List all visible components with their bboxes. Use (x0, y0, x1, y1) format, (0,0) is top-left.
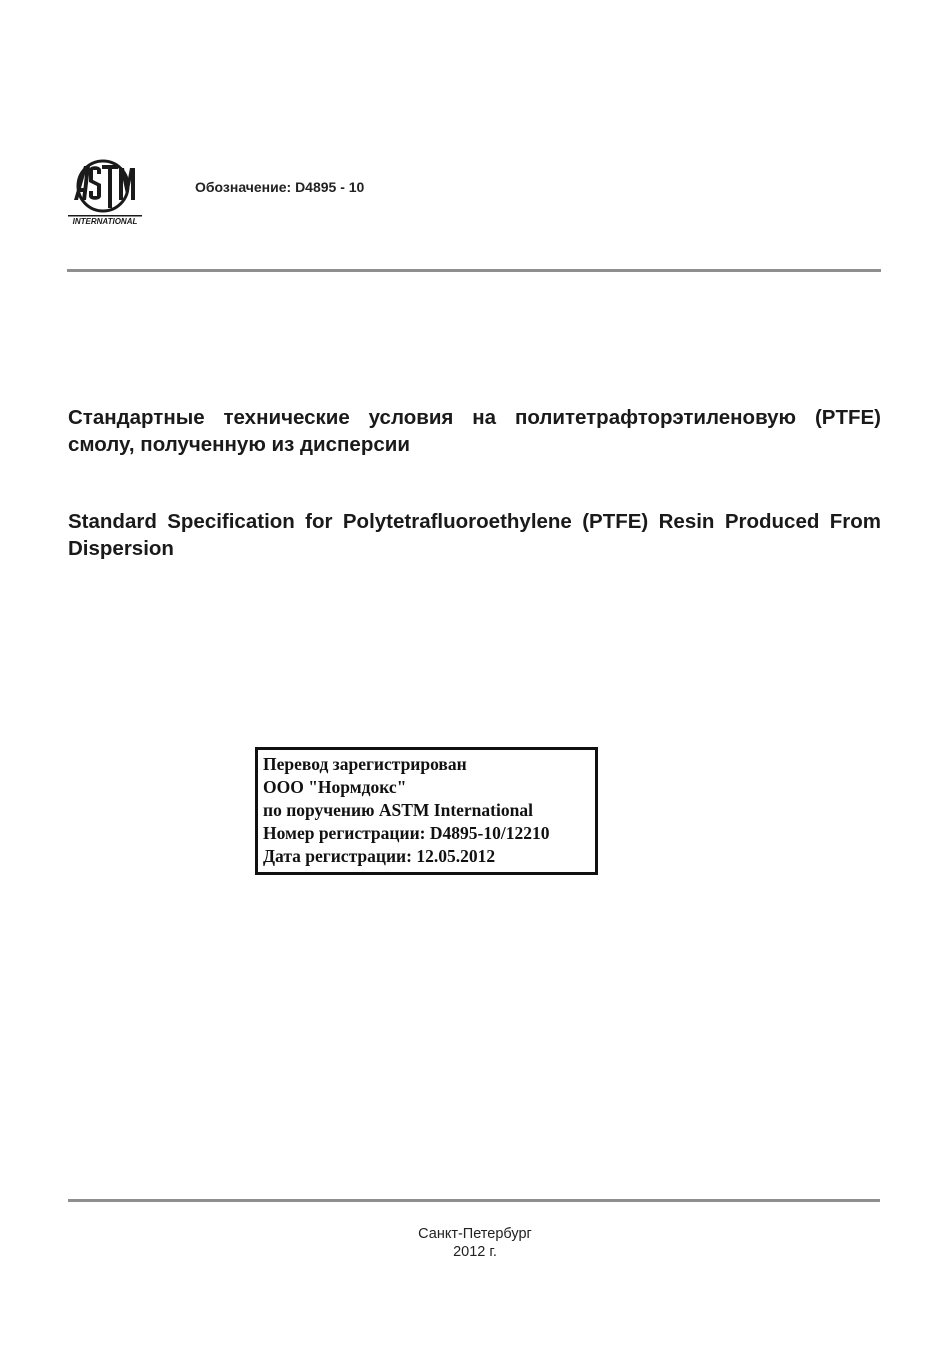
footer-divider (68, 1199, 880, 1202)
astm-international-logo-icon (66, 158, 144, 228)
registration-lines (258, 753, 549, 868)
registration-line-company: ООО "Нормдокс" (263, 777, 407, 797)
svg-text:INTERNATIONAL: INTERNATIONAL (72, 217, 138, 226)
title-english: Standard Specification for Polytetrafluoroethylene (PTFE) Resin Produced From Dispersion (68, 510, 881, 560)
footer-city: Санкт-Петербург (418, 1226, 532, 1242)
registration-line-translated: Перевод зарегистрирован (263, 754, 467, 774)
registration-line-date: Дата регистрации: 12.05.2012 (263, 846, 496, 866)
document-designation: Обозначение: D4895 - 10 (195, 179, 365, 195)
registration-line-on-behalf: по поручению ASTM International (263, 800, 533, 820)
footer-year: 2012 г. (453, 1244, 497, 1260)
title-russian: Стандартные технические условия на политетрафторэтиленовую (PTFE) смолу, полученную из дисперсии (68, 406, 881, 456)
registration-line-number: Номер регистрации: D4895-10/12210 (263, 823, 550, 843)
header-divider (67, 269, 881, 272)
registration-stamp-box (255, 747, 598, 875)
